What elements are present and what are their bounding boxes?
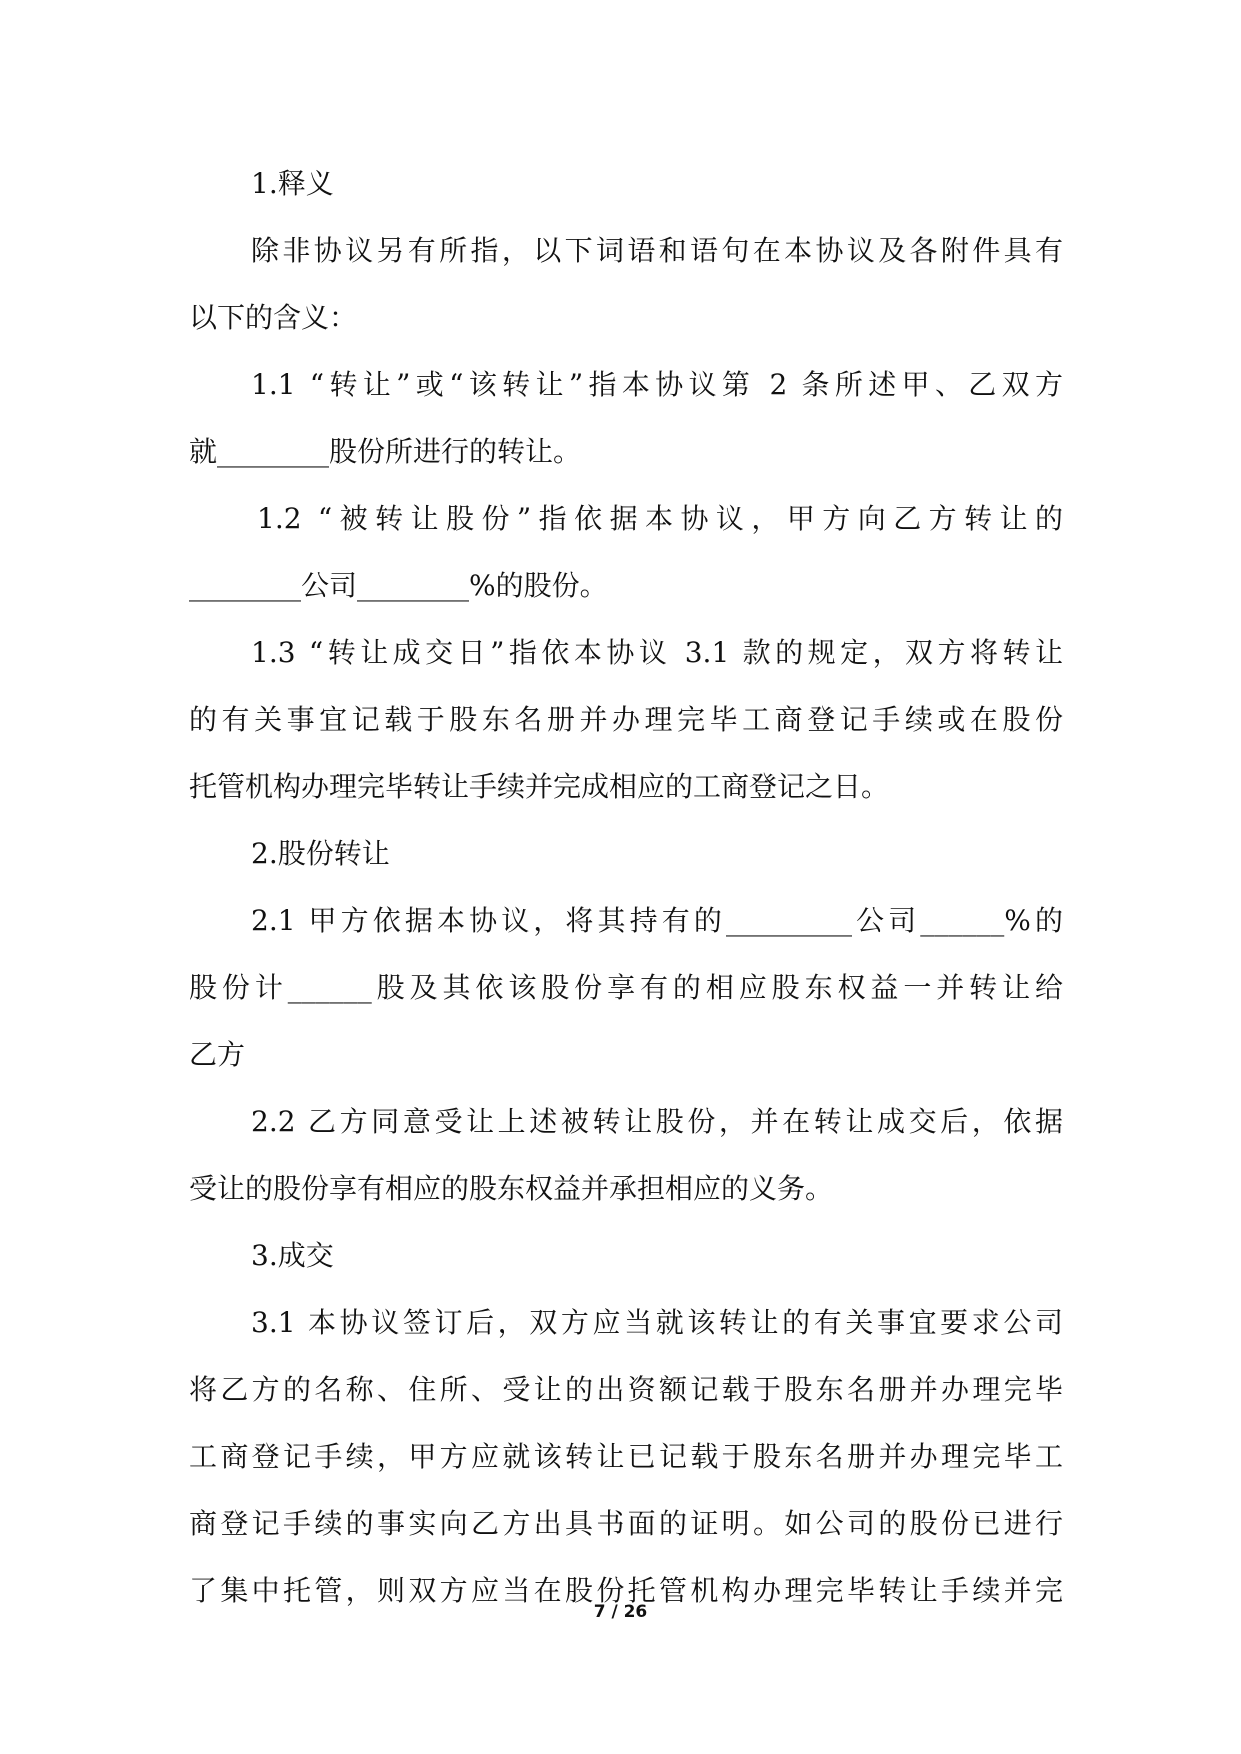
paragraph-line: 的有关事宜记载于股东名册并办理完毕工商登记手续或在股份 [189,703,1063,736]
paragraph-line: 将乙方的名称、住所、受让的出资额记载于股东名册并办理完毕 [189,1373,1063,1406]
paragraph-line: 受让的股份享有相应的股东权益并承担相应的义务。 [189,1172,834,1205]
page-number: 7 / 26 [593,1602,648,1622]
clause-2-1: 2.1 甲方依据本协议，将其持有的_________公司______%的 [251,904,1063,937]
document-body [189,150,1063,1624]
clause-1-3: 1.3 “转让成交日”指依本协议 3.1 款的规定，双方将转让 [251,636,1063,669]
paragraph-line: 了集中托管，则双方应当在股份托管机构办理完毕转让手续并完 [189,1574,1063,1607]
paragraph-line: 除非协议另有所指，以下词语和语句在本协议及各附件具有 [251,234,1063,267]
paragraph-line: 托管机构办理完毕转让手续并完成相应的工商登记之日。 [189,770,890,803]
paragraph-line: ________公司________%的股份。 [189,569,608,602]
clause-3-1: 3.1 本协议签订后，双方应当就该转让的有关事宜要求公司 [251,1306,1063,1339]
heading-definitions: 1.释义 [251,167,334,200]
paragraph-line: 乙方 [189,1038,246,1071]
paragraph-line: 商登记手续的事实向乙方出具书面的证明。如公司的股份已进行 [189,1507,1063,1540]
paragraph-line: 工商登记手续，甲方应就该转让已记载于股东名册并办理完毕工 [189,1440,1063,1473]
heading-share-transfer: 2.股份转让 [251,837,390,870]
clause-1-1: 1.1 “转让”或“该转让”指本协议第 2 条所述甲、乙双方 [251,368,1063,401]
paragraph-line: 以下的含义： [189,301,358,334]
clause-2-2: 2.2 乙方同意受让上述被转让股份，并在转让成交后，依据 [251,1105,1063,1138]
heading-closing: 3.成交 [251,1239,334,1272]
paragraph-line: 股份计______股及其依该股份享有的相应股东权益一并转让给 [189,971,1063,1004]
clause-1-2: 1.2 “被转让股份”指依据本协议，甲方向乙方转让的 [257,502,1063,535]
paragraph-line: 就________股份所进行的转让。 [189,435,582,468]
